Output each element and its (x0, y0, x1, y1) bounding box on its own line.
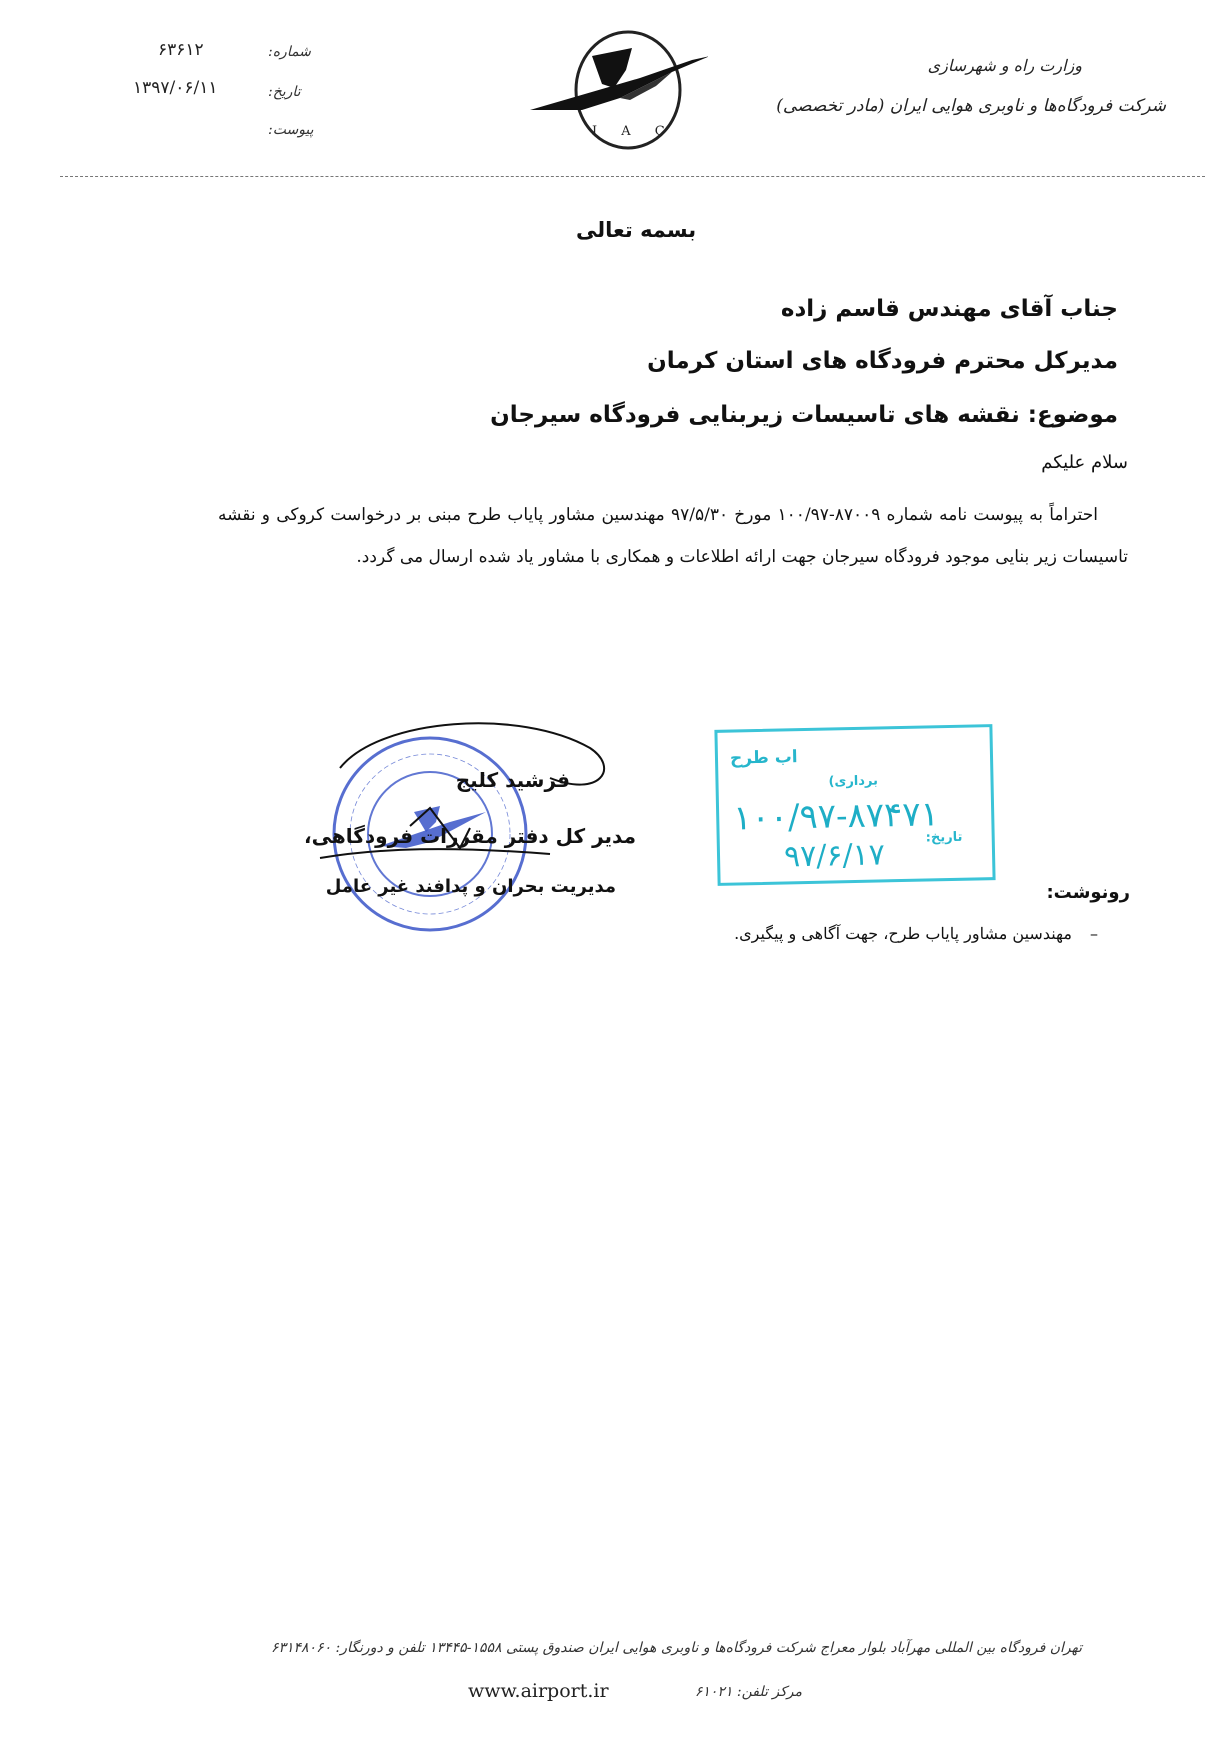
recipient-name: جناب آقای مهندس قاسم زاده (780, 296, 1118, 322)
stamp-date: ۹۷/۶/۱۷ (783, 837, 886, 875)
copy-to-item-text: مهندسین مشاور پایاب طرح، جهت آگاهی و پیگیری. (734, 924, 1072, 943)
stamp-org: اب طرح (729, 747, 798, 769)
received-stamp (714, 724, 995, 886)
footer-switchboard: مرکز تلفن: ۶۱۰۲۱ (694, 1684, 802, 1700)
letter-date: ۱۳۹۷/۰۶/۱۱ (133, 78, 218, 98)
footer-website: www.airport.ir (468, 1680, 609, 1702)
copy-to-label: رونوشت: (1046, 882, 1130, 903)
handwritten-signature (300, 708, 640, 888)
stamp-date-label: تاریخ: (925, 829, 963, 846)
greeting: سلام علیکم (1041, 452, 1128, 473)
logo-letters: I A C (592, 124, 675, 139)
company-name: شرکت فرودگاه‌ها و ناوبری هوایی ایران (مادر تخصصی) (776, 96, 1166, 116)
label-number: شماره: (268, 44, 311, 60)
iac-logo (522, 26, 708, 152)
ministry-name: وزارت راه و شهرسازی (927, 56, 1082, 75)
stamp-sub: برداری) (828, 773, 879, 790)
signer-title-line2: مدیریت بحران و پدافند غیر عامل (325, 876, 616, 897)
footer-address: تهران فرودگاه بین المللی مهرآباد بلوار معراج شرکت فرودگاه‌ها و ناوبری هوایی ایران صندوق پستی ۱۵۵۸-۱۳۴۴۵ تلفن و دورنگار: ۶۳۱۴۸۰۶۰ (270, 1640, 1082, 1656)
invocation: بسمه تعالی (576, 218, 697, 242)
recipient-title: مدیرکل محترم فرودگاه های استان کرمان (647, 348, 1118, 374)
list-bullet: – (1090, 924, 1098, 943)
body-paragraph: احتراماً به پیوست نامه شماره ۸۷۰۰۹-۱۰۰/۹۷ مورخ ۹۷/۵/۳۰ مهندسین مشاور پایاب طرح مبنی بر درخواست کروکی و نقشه تاسیسات زیر بنایی موجود فرودگاه سیرجان جهت ارائه اطلاعات و همکاری با مشاور یاد شده ارسال می گردد. (218, 505, 1128, 567)
signature-stroke-icon (300, 708, 640, 888)
copy-to-item (734, 924, 1098, 943)
letter-number: ۶۳۶۱۲ (158, 40, 204, 60)
signer-name: فرشید کلیج (455, 768, 570, 792)
subject: موضوع: نقشه های تاسیسات زیربنایی فرودگاه سیرجان (490, 402, 1118, 428)
stamp-number: ۱۰۰/۹۷-۸۷۴۷۱ (732, 794, 940, 839)
signer-title-line1: مدیر کل دفتر مقررات فرودگاهی، (304, 824, 636, 848)
label-date: تاریخ: (268, 84, 301, 100)
label-attachment: پیوست: (268, 122, 314, 138)
header-divider (60, 176, 1205, 177)
